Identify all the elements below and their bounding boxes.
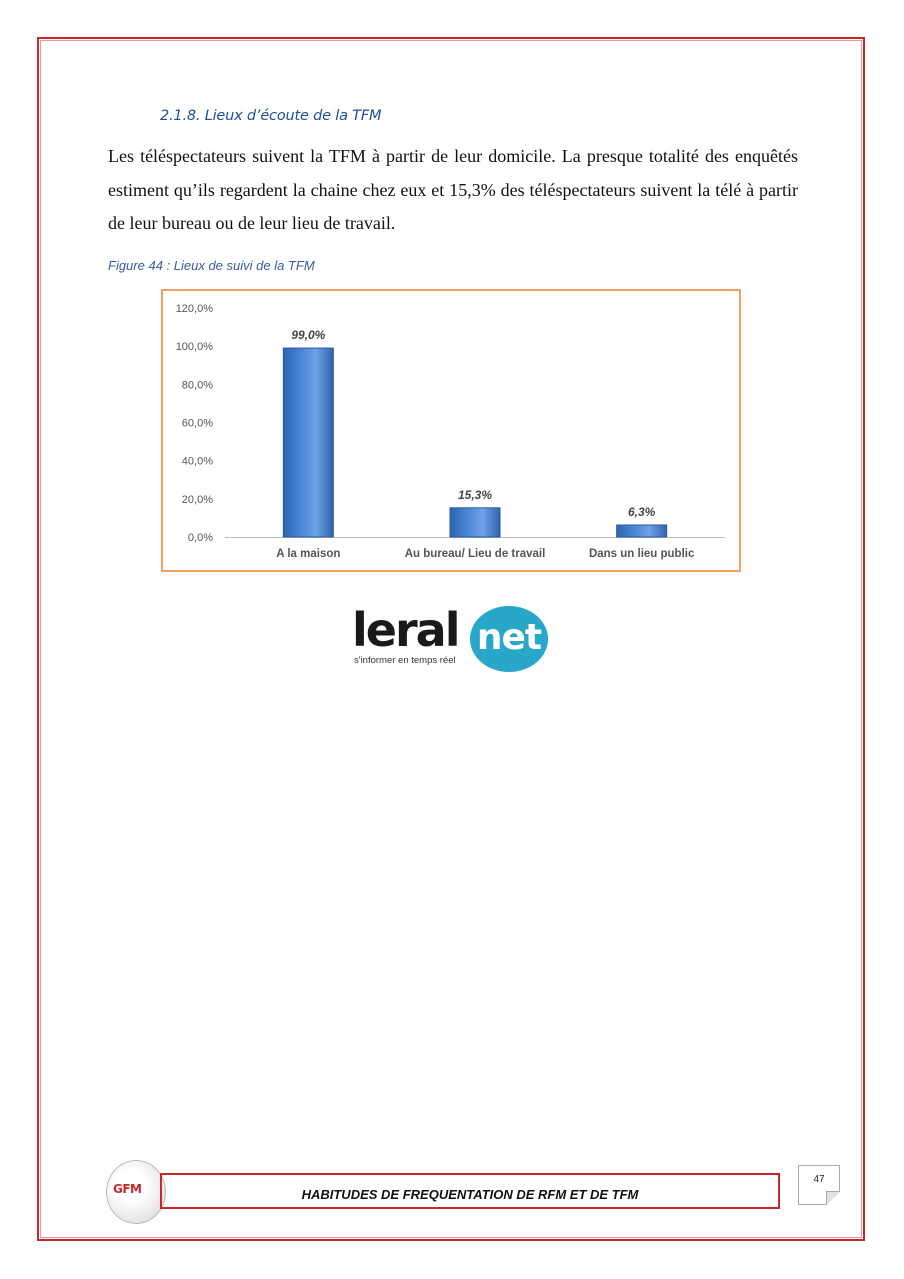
footer-box: [160, 1173, 780, 1209]
gfm-logo-text: GFM: [113, 1182, 142, 1196]
page-fold-icon: [826, 1191, 840, 1205]
x-category-label: A la maison: [276, 548, 341, 560]
footer-title: HABITUDES DE FREQUENTATION DE RFM ET DE TFM: [301, 1187, 639, 1202]
bar-data-label: 99,0%: [291, 328, 326, 343]
page-number-box: [798, 1165, 840, 1205]
logo-circle: [470, 606, 548, 672]
bar: [450, 508, 500, 537]
page-number: 47: [813, 1174, 825, 1185]
bar: [617, 525, 667, 537]
bar: [283, 348, 333, 537]
bar-data-label: 15,3%: [457, 487, 493, 502]
section-heading: 2.1.8. Lieux d’écoute de la TFM: [160, 108, 382, 124]
leralnet-logo: [340, 601, 560, 676]
y-tick-label: 120,0%: [175, 303, 213, 315]
logo-brand-left: leral: [352, 603, 459, 657]
y-tick-label: 100,0%: [175, 341, 213, 354]
gfm-logo: [106, 1160, 166, 1224]
bar-data-label: 6,3%: [627, 504, 656, 519]
y-tick-label: 0,0%: [187, 532, 213, 544]
y-tick-label: 20,0%: [181, 493, 213, 506]
logo-brand-right: net: [476, 616, 542, 658]
y-tick-label: 40,0%: [181, 455, 213, 468]
bar-chart: [161, 289, 741, 572]
figure-caption: Figure 44 : Lieux de suivi de la TFM: [108, 258, 315, 273]
y-tick-label: 60,0%: [181, 417, 213, 430]
chart-svg: [163, 291, 739, 570]
y-tick-label: 80,0%: [181, 379, 213, 392]
logo-tagline: s'informer en temps réel: [354, 655, 456, 666]
x-category-label: Au bureau/ Lieu de travail: [404, 548, 546, 560]
body-paragraph: Les téléspectateurs suivent la TFM à partir de leur domicile. La presque totalité des enquêtés estiment qu’ils regardent la chaine chez eux et 15,3% des téléspectateurs suivent la télé à partir de leur bureau ou de leur lieu de travail.: [108, 146, 798, 233]
x-category-label: Dans un lieu public: [588, 548, 695, 560]
